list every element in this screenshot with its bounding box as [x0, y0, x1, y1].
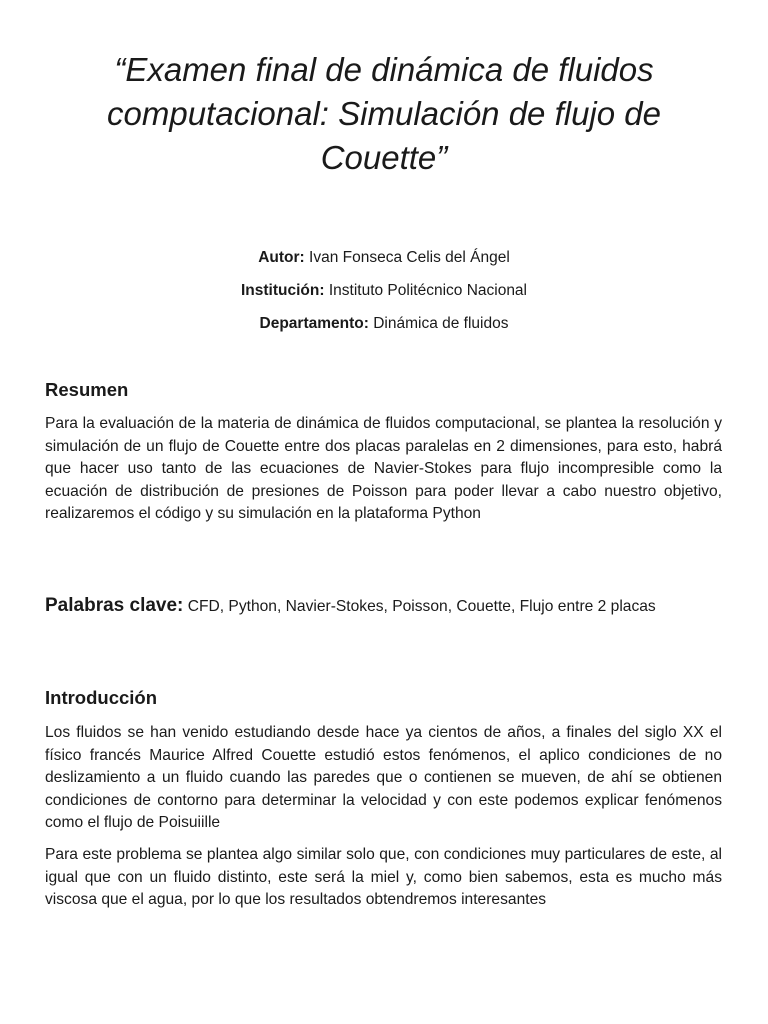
institution-label: Institución: [241, 282, 325, 299]
introduction-paragraph-2: Para este problema se plantea algo similar solo que, con condiciones muy particulares de este, al igual que con un fluido distinto, este será la miel y, como bien sabemos, esta es mucho más viscosa que el agua, por lo que los resultados obtendremos interesantes [45, 846, 722, 909]
author-label: Autor: [258, 249, 305, 266]
abstract-paragraph: Para la evaluación de la materia de dinámica de fluidos computacional, se plantea la resolución y simulación de un flujo de Couette entre dos placas paralelas en 2 dimensiones, para esto, habrá que hacer uso tanto de las ecuaciones de Navier-Stokes para flujo incompresible como la ecuación de distribución de presiones de Poisson para poder llevar a cabo nuestro objetivo, realizaremos el código y su simulación en la plataforma Python [45, 415, 722, 523]
department-label: Departamento: [259, 315, 369, 332]
document-title: “Examen final de dinámica de fluidos computacional: Simulación de flujo de Couette” [107, 51, 661, 176]
keywords-value: CFD, Python, Navier-Stokes, Poisson, Couette, Flujo entre 2 placas [183, 598, 656, 615]
department-value: Dinámica de fluidos [368, 315, 509, 332]
institution-line [0, 281, 768, 301]
author-value: Ivan Fonseca Celis del Ángel [304, 249, 510, 266]
introduction-paragraph-1: Los fluidos se han venido estudiando desde hace ya cientos de años, a finales del siglo XX el físico francés Maurice Alfred Couette estudió estos fenómenos, el aplico condiciones de no deslizamiento a un fluido cuando las paredes que o contienen se mueven, de ahí se obtienen condiciones de contorno para determinar la velocidad y con este podemos explicar fenómenos como el flujo de Poisuiille [45, 724, 722, 832]
department-line [0, 314, 768, 334]
introduction-heading: Introducción [45, 687, 158, 708]
keywords-line [45, 594, 722, 619]
abstract-heading: Resumen [45, 379, 129, 400]
author-line [0, 248, 768, 268]
institution-value: Instituto Politécnico Nacional [324, 282, 527, 299]
keywords-label: Palabras clave: [45, 595, 184, 616]
